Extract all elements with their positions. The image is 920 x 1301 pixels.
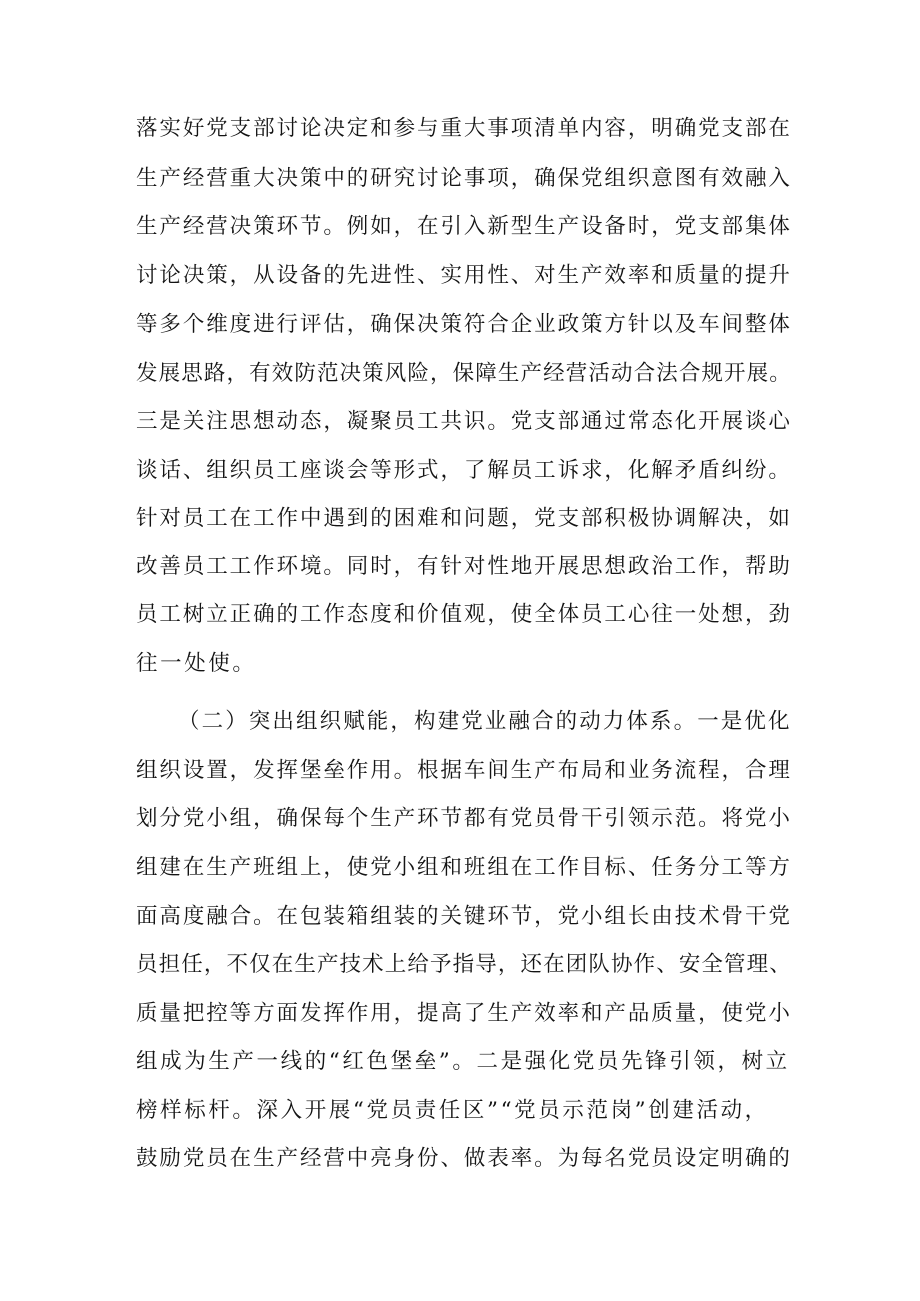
- text-line: 往一处使。: [136, 651, 257, 676]
- text-line: 生产经营决策环节。例如，在引入新型生产设备时，党支部集体: [136, 214, 792, 239]
- text-line: 组成为生产一线的“红色堡垒”。二是强化党员先锋引领，树立: [136, 1049, 790, 1074]
- text-line: 发展思路，有效防范决策风险，保障生产经营活动合法合规开展。: [136, 361, 792, 386]
- text-line: 鼓励党员在生产经营中亮身份、做表率。为每名党员设定明确的: [136, 1146, 792, 1171]
- text-line: 讨论决策，从设备的先进性、实用性、对生产效率和质量的提升: [136, 263, 792, 288]
- text-line: 划分党小组，确保每个生产环节都有党员骨干引领示范。将党小: [136, 806, 792, 831]
- text-line: （二）突出组织赋能，构建党业融合的动力体系。一是优化: [178, 709, 792, 734]
- text-line: 员工树立正确的工作态度和价值观，使全体员工心往一处想，劲: [136, 602, 792, 627]
- text-line: 组建在生产班组上，使党小组和班组在工作目标、任务分工等方: [136, 855, 792, 880]
- text-line: 三是关注思想动态，凝聚员工共识。党支部通过常态化开展谈心: [136, 409, 792, 434]
- text-line: 谈话、组织员工座谈会等形式，了解员工诉求，化解矛盾纠纷。: [136, 458, 792, 483]
- text-line: 落实好党支部讨论决定和参与重大事项清单内容，明确党支部在: [136, 116, 792, 141]
- text-line: 针对员工在工作中遇到的困难和问题，党支部积极协调解决，如: [136, 506, 792, 531]
- text-line: 员担任，不仅在生产技术上给予指导，还在团队协作、安全管理、: [136, 952, 792, 977]
- text-line: 生产经营重大决策中的研究讨论事项，确保党组织意图有效融入: [136, 166, 792, 191]
- text-line: 组织设置，发挥堡垒作用。根据车间生产布局和业务流程，合理: [136, 758, 792, 783]
- text-line: 榜样标杆。深入开展“党员责任区”“党员示范岗”创建活动，: [136, 1098, 769, 1123]
- text-line: 等多个维度进行评估，确保决策符合企业政策方针以及车间整体: [136, 312, 792, 337]
- text-line: 质量把控等方面发挥作用，提高了生产效率和产品质量，使党小: [136, 1001, 792, 1026]
- text-line: 改善员工工作环境。同时，有针对性地开展思想政治工作，帮助: [136, 554, 792, 579]
- text-line: 面高度融合。在包装箱组装的关键环节，党小组长由技术骨干党: [136, 904, 792, 929]
